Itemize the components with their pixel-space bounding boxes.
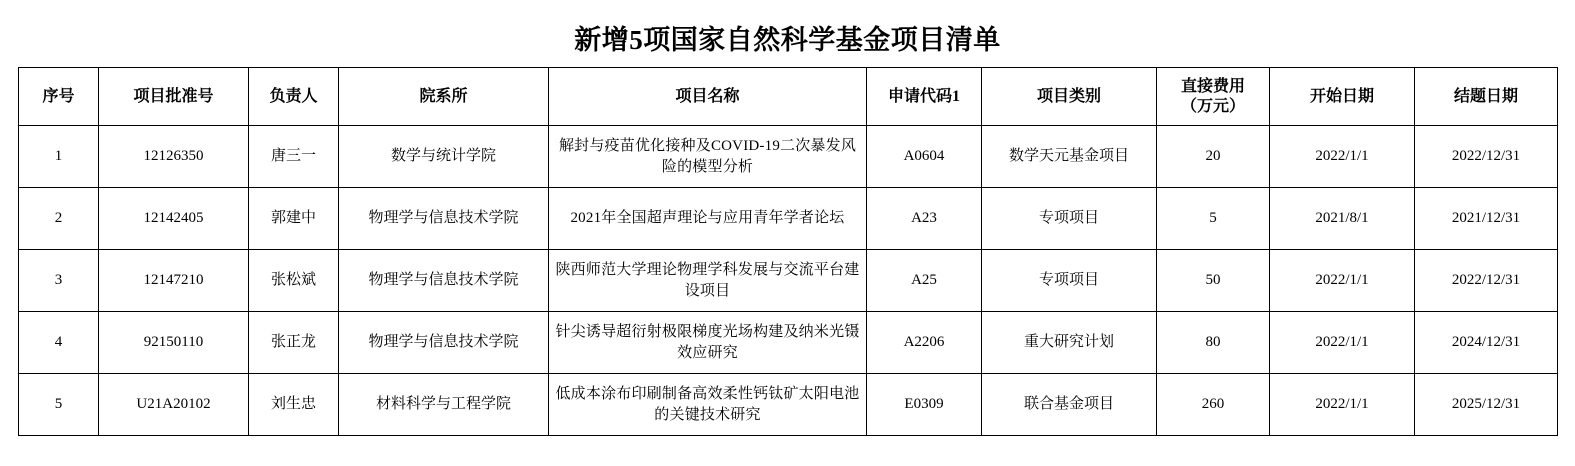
- cell-direct-fund: 50: [1157, 250, 1270, 312]
- column-header-direct-fund: [1157, 68, 1270, 126]
- cell-end-date: 2022/12/31: [1415, 126, 1558, 188]
- column-header-direct-fund-line1: 直接费用: [1180, 77, 1245, 95]
- table-row: [19, 374, 1558, 436]
- cell-direct-fund: 260: [1157, 374, 1270, 436]
- cell-project-code: 12147210: [99, 250, 249, 312]
- cell-direct-fund: 20: [1157, 126, 1270, 188]
- cell-seq: 5: [19, 374, 99, 436]
- cell-department: 物理学与信息技术学院: [339, 188, 549, 250]
- page-title: 新增5项国家自然科学基金项目清单: [574, 25, 1001, 55]
- cell-end-date: 2022/12/31: [1415, 250, 1558, 312]
- cell-project-code: 92150110: [99, 312, 249, 374]
- column-header-department: 院系所: [339, 68, 549, 126]
- table-body: [19, 126, 1558, 436]
- cell-application-code: A23: [867, 188, 982, 250]
- cell-project-name: 针尖诱导超衍射极限梯度光场构建及纳米光镊效应研究: [549, 312, 867, 374]
- cell-leader: 张正龙: [249, 312, 339, 374]
- cell-project-code: 12126350: [99, 126, 249, 188]
- table-row: [19, 126, 1558, 188]
- cell-seq: 1: [19, 126, 99, 188]
- column-header-project-code: 项目批准号: [99, 68, 249, 126]
- cell-seq: 3: [19, 250, 99, 312]
- cell-direct-fund: 5: [1157, 188, 1270, 250]
- cell-start-date: 2022/1/1: [1270, 126, 1415, 188]
- cell-seq: 2: [19, 188, 99, 250]
- cell-direct-fund: 80: [1157, 312, 1270, 374]
- cell-project-category: 专项项目: [982, 250, 1157, 312]
- column-header-project-category: 项目类别: [982, 68, 1157, 126]
- column-header-application-code: 申请代码1: [867, 68, 982, 126]
- cell-department: 数学与统计学院: [339, 126, 549, 188]
- column-header-project-name: 项目名称: [549, 68, 867, 126]
- cell-leader: 张松斌: [249, 250, 339, 312]
- cell-application-code: A0604: [867, 126, 982, 188]
- grant-project-table: [18, 67, 1558, 436]
- cell-start-date: 2022/1/1: [1270, 250, 1415, 312]
- cell-application-code: A2206: [867, 312, 982, 374]
- cell-seq: 4: [19, 312, 99, 374]
- cell-end-date: 2025/12/31: [1415, 374, 1558, 436]
- cell-start-date: 2021/8/1: [1270, 188, 1415, 250]
- cell-project-category: 重大研究计划: [982, 312, 1157, 374]
- cell-project-category: 联合基金项目: [982, 374, 1157, 436]
- cell-project-name: 2021年全国超声理论与应用青年学者论坛: [549, 188, 867, 250]
- column-header-start-date: 开始日期: [1270, 68, 1415, 126]
- table-row: [19, 250, 1558, 312]
- table-container: [0, 67, 1575, 436]
- cell-leader: 唐三一: [249, 126, 339, 188]
- cell-department: 物理学与信息技术学院: [339, 312, 549, 374]
- column-header-seq: 序号: [19, 68, 99, 126]
- table-row: [19, 188, 1558, 250]
- cell-department: 材料科学与工程学院: [339, 374, 549, 436]
- cell-project-category: 数学天元基金项目: [982, 126, 1157, 188]
- cell-application-code: E0309: [867, 374, 982, 436]
- cell-project-name: 陕西师范大学理论物理学科发展与交流平台建设项目: [549, 250, 867, 312]
- cell-end-date: 2021/12/31: [1415, 188, 1558, 250]
- cell-start-date: 2022/1/1: [1270, 374, 1415, 436]
- cell-project-name: 解封与疫苗优化接种及COVID-19二次暴发风险的模型分析: [549, 126, 867, 188]
- table-header-row: [19, 68, 1558, 126]
- cell-project-name: 低成本涂布印刷制备高效柔性钙钛矿太阳电池的关键技术研究: [549, 374, 867, 436]
- column-header-end-date: 结题日期: [1415, 68, 1558, 126]
- cell-project-category: 专项项目: [982, 188, 1157, 250]
- cell-leader: 郭建中: [249, 188, 339, 250]
- table-row: [19, 312, 1558, 374]
- cell-application-code: A25: [867, 250, 982, 312]
- column-header-leader: 负责人: [249, 68, 339, 126]
- cell-leader: 刘生忠: [249, 374, 339, 436]
- cell-department: 物理学与信息技术学院: [339, 250, 549, 312]
- cell-end-date: 2024/12/31: [1415, 312, 1558, 374]
- table-header: [19, 68, 1558, 126]
- cell-project-code: U21A20102: [99, 374, 249, 436]
- cell-project-code: 12142405: [99, 188, 249, 250]
- column-header-direct-fund-line2: （万元）: [1180, 97, 1245, 115]
- cell-start-date: 2022/1/1: [1270, 312, 1415, 374]
